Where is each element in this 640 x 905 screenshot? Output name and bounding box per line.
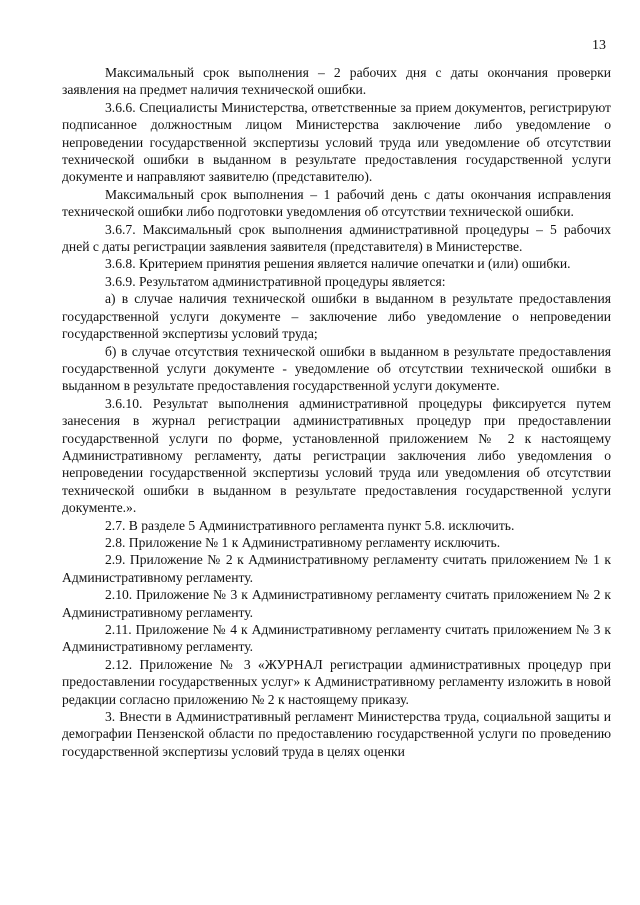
paragraph-2-8: 2.8. Приложение № 1 к Административному регламенту исключить. xyxy=(105,534,501,550)
paragraph-2-9: 2.9. Приложение № 2 к Административному регламенту считать приложением № 1 к Административному регламенту. xyxy=(62,552,611,585)
paragraph-3-6-9: 3.6.9. Результатом административной процедуры является: xyxy=(105,273,446,289)
paragraph-3: 3. Внести в Административный регламент Министерства труда, социальной защиты и демографии Пензенской области по предоставлению государственной услуги по проведению государственной экспертизы условий труда в целях оценки xyxy=(62,709,611,759)
paragraph-2-11: 2.11. Приложение № 4 к Административному регламенту считать приложением № 3 к Административному регламенту. xyxy=(62,622,611,655)
paragraph-3-6-6: 3.6.6. Специалисты Министерства, ответственные за прием документов, регистрируют подписанное должностным лицом Министерства заключение либо уведомление о непроведении государственной экспертизы условий труда или уведомление об отсутствии технической ошибки в выданном в результате предоставления государственной услуги документе и направляют заявителю (представителю). xyxy=(62,99,611,185)
paragraph-2-10: 2.10. Приложение № 3 к Административному регламенту считать приложением № 2 к Административному регламенту. xyxy=(62,587,611,620)
paragraph-item-a: а) в случае наличия технической ошибки в выданном в результате предоставления государственной услуги документе – заключение либо уведомление о непроведении государственной экспертизы условий труда; xyxy=(62,291,611,342)
paragraph-3-6-8: 3.6.8. Критерием принятия решения является наличие опечатки и (или) ошибки. xyxy=(105,256,571,272)
paragraph-2-7: 2.7. В разделе 5 Административного регламента пункт 5.8. исключить. xyxy=(105,517,515,533)
paragraph-max-term-fix: Максимальный срок выполнения – 1 рабочий день с даты окончания исправления технической ошибки либо подготовки уведомления об отсутствии технической ошибки. xyxy=(62,186,611,220)
paragraph-item-b: б) в случае отсутствия технической ошибки в выданном в результате предоставления государственной услуги документе - уведомление об отсутствии технической ошибки в выданном в результате предоставления государственной услуги документе. xyxy=(62,343,611,394)
paragraph-max-term-check: Максимальный срок выполнения – 2 рабочих дня с даты окончания проверки заявления на предмет наличия технической ошибки. xyxy=(62,65,611,98)
paragraph-3-6-10: 3.6.10. Результат выполнения административной процедуры фиксируется путем занесения в журнал регистрации административных процедур при предоставлении государственной услуги по форме, установленной приложением № 2 к настоящему Административному регламенту, даты регистрации заключения либо уведомления о непроведении государственной экспертизы условий труда или уведомления об отсутствии технической ошибки в выданном в результате предоставления государственной услуги документе.». xyxy=(62,395,611,516)
paragraph-3-6-7: 3.6.7. Максимальный срок выполнения административной процедуры – 5 рабочих дней с даты регистрации заявления заявителя (представителя) в Министерстве. xyxy=(62,221,611,255)
paragraph-2-12: 2.12. Приложение № 3 «ЖУРНАЛ регистрации административных процедур при предоставлении государственных услуг» к Административному регламенту изложить в новой редакции согласно приложению № 2 к настоящему приказу. xyxy=(62,656,611,707)
document-body xyxy=(62,64,611,760)
page-number: 13 xyxy=(592,38,606,53)
